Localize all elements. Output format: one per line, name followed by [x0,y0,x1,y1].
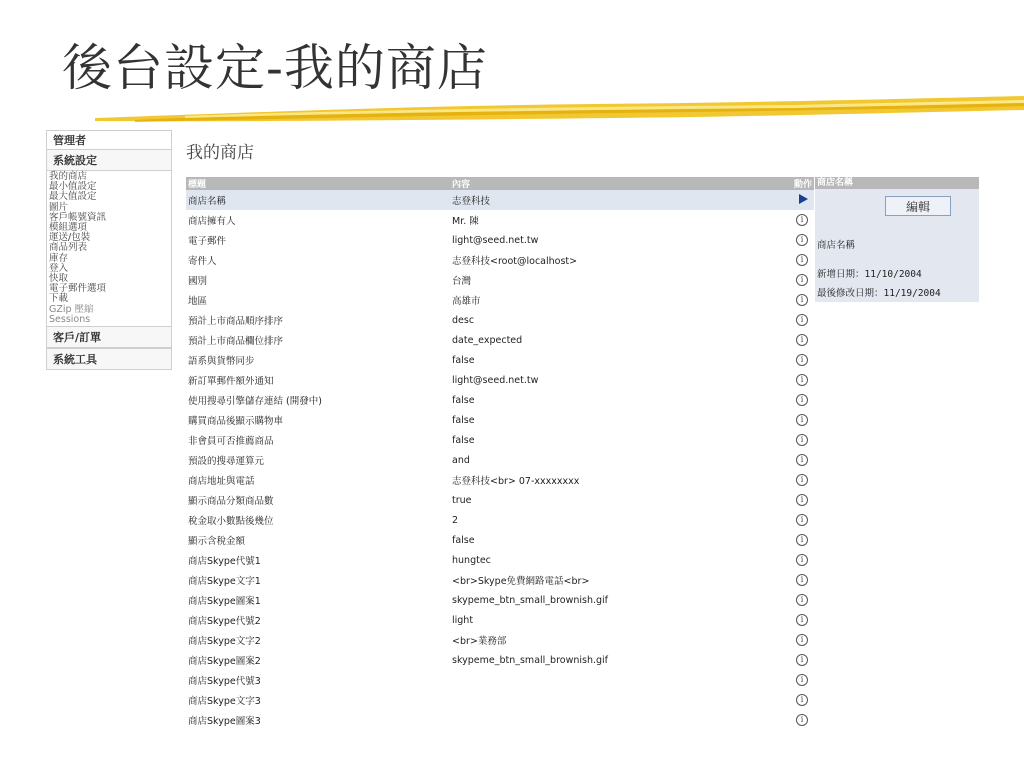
info-panel [815,177,979,302]
row-action [766,550,814,570]
row-title: 商店Skype文字2 [188,636,261,647]
row-value: false [452,534,475,546]
info-panel-store-name: 商店名稱 [817,240,856,251]
info-icon[interactable]: i [796,474,808,486]
table-row[interactable] [186,630,814,650]
sidebar-admin-heading[interactable]: 管理者 [53,134,86,147]
last-modified-value: 11/19/2004 [883,288,941,299]
row-action [766,450,814,470]
info-icon[interactable]: i [796,254,808,266]
row-title: 商店Skype代號1 [188,556,261,567]
row-action [766,330,814,350]
row-value: 志登科技 [450,190,766,210]
table-row[interactable] [186,410,814,430]
table-row[interactable] [186,710,814,730]
table-row[interactable] [186,550,814,570]
sidebar-link-logging[interactable]: 登入 [49,262,69,274]
info-icon[interactable]: i [796,614,808,626]
row-value: and [452,454,470,466]
info-icon[interactable]: i [796,574,808,586]
row-action [766,630,814,650]
row-title: 購買商品後顯示購物車 [188,416,284,427]
sidebar-link-customer-details[interactable]: 客戶帳號資訊 [49,211,107,223]
row-action [766,390,814,410]
page-heading: 我的商店 [186,143,254,163]
info-icon[interactable]: i [796,214,808,226]
table-row[interactable] [186,530,814,550]
row-title: 商店Skype文字1 [188,576,261,587]
info-icon[interactable]: i [796,394,808,406]
info-icon[interactable]: i [796,354,808,366]
info-icon[interactable]: i [796,654,808,666]
table-row[interactable] [186,570,814,590]
date-added-value: 11/10/2004 [864,269,922,280]
row-title: 商店Skype圖案2 [188,656,261,667]
row-title: 預設的搜尋運算元 [188,456,265,467]
row-action [766,310,814,330]
arrow-right-icon[interactable] [799,194,808,204]
row-title: 電子郵件 [188,236,227,247]
row-title: 顯示商品分類商品數 [188,496,274,507]
row-action [766,190,814,210]
table-header-row [186,177,814,190]
row-value [450,670,766,690]
table-row[interactable] [186,230,814,250]
row-action [766,410,814,430]
table-row[interactable] [186,390,814,410]
row-value: 高雄市 [452,296,481,307]
table-row[interactable] [186,490,814,510]
sidebar-link-download[interactable]: 下載 [49,293,69,305]
config-table [186,177,814,730]
row-title: 新訂單郵件額外通知 [188,376,274,387]
row-value: false [452,394,475,406]
row-title: 非會員可否推薦商品 [188,436,274,447]
info-icon[interactable]: i [796,534,808,546]
slide-title: 後台設定-我的商店 [62,39,488,97]
edit-button[interactable]: 編輯 [885,196,951,216]
last-modified-line [817,285,941,299]
row-title: 顯示含稅金額 [188,536,246,547]
sidebar-link-stock[interactable]: 庫存 [49,252,69,264]
info-icon[interactable]: i [796,434,808,446]
row-action [766,670,814,690]
row-value: 志登科技<br> 07-xxxxxxxx [452,476,580,487]
row-action [766,230,814,250]
sidebar-link-sessions[interactable]: Sessions [49,313,91,325]
table-row[interactable] [186,510,814,530]
row-value: 台灣 [452,276,472,287]
table-row[interactable] [186,670,814,690]
table-row[interactable] [186,190,814,210]
row-action [766,270,814,290]
table-row[interactable] [186,690,814,710]
table-row[interactable] [186,590,814,610]
row-value: <br>業務部 [452,636,507,647]
sidebar [46,130,172,370]
table-row[interactable] [186,330,814,350]
info-icon[interactable]: i [796,314,808,326]
row-action [766,290,814,310]
row-value: light@seed.net.tw [452,374,539,386]
row-title: 商店名稱 [186,190,450,210]
sidebar-link-module-options[interactable]: 模組選項 [49,222,88,234]
table-row[interactable] [186,450,814,470]
row-action [766,690,814,710]
table-row[interactable] [186,350,814,370]
last-modified-label: 最後修改日期： [817,288,884,299]
row-action [766,490,814,510]
row-title: 商店Skype代號3 [188,676,261,687]
column-header-value: 內容 [450,177,766,190]
sidebar-link-product-listing[interactable]: 商品列表 [49,242,88,254]
row-title: 稅金取小數點後幾位 [188,516,274,527]
row-action [766,370,814,390]
row-action [766,250,814,270]
table-row[interactable] [186,470,814,490]
row-action [766,510,814,530]
row-value: true [452,494,472,506]
row-value [450,690,766,710]
table-row[interactable] [186,250,814,270]
sidebar-link-cache[interactable]: 快取 [49,273,69,285]
info-icon[interactable]: i [796,674,808,686]
info-icon[interactable]: i [796,554,808,566]
info-icon[interactable]: i [796,234,808,246]
row-title: 寄件人 [188,256,217,267]
row-action [766,430,814,450]
info-icon[interactable]: i [796,274,808,286]
row-title: 商店Skype圖案3 [188,716,261,727]
sidebar-tools-heading[interactable]: 系統工具 [47,348,171,369]
info-icon[interactable]: i [796,634,808,646]
row-title: 商店擁有人 [188,216,236,227]
row-title: 預計上市商品欄位排序 [188,336,284,347]
table-row[interactable] [186,270,814,290]
row-value: date_expected [452,334,523,346]
sidebar-settings-heading[interactable]: 系統設定 [47,149,171,171]
sidebar-link-gzip[interactable]: GZip 壓縮 [49,303,94,315]
date-added-line [817,266,922,280]
sidebar-link-my-store[interactable]: 我的商店 [49,171,88,182]
row-value: Mr. 陳 [452,216,479,227]
sidebar-link-max-values[interactable]: 最大值設定 [49,191,97,203]
row-value: desc [452,314,475,326]
row-action [766,350,814,370]
row-title: 國別 [188,276,208,287]
info-icon[interactable]: i [796,714,808,726]
row-action [766,210,814,230]
row-title: 預計上市商品順序排序 [188,316,284,327]
row-value: hungtec [452,554,491,566]
config-table-body [186,190,814,730]
row-value: 2 [452,514,459,526]
row-title: 語系與貨幣同步 [188,356,255,367]
row-title: 地區 [188,296,208,307]
row-title: 商店Skype文字3 [188,696,261,707]
table-row[interactable] [186,310,814,330]
row-title: 商店Skype圖案1 [188,596,261,607]
sidebar-link-min-values[interactable]: 最小值設定 [49,181,97,193]
info-icon[interactable]: i [796,294,808,306]
row-value: skypeme_btn_small_brownish.gif [452,654,609,666]
info-icon[interactable]: i [796,494,808,506]
row-title: 商店Skype代號2 [188,616,261,627]
info-icon[interactable]: i [796,334,808,346]
date-added-label: 新增日期： [817,269,865,280]
table-row[interactable] [186,210,814,230]
info-icon[interactable]: i [796,374,808,386]
table-row[interactable] [186,610,814,630]
info-icon[interactable]: i [796,454,808,466]
table-row[interactable] [186,650,814,670]
sidebar-customers-heading[interactable]: 客戶/訂單 [47,326,171,348]
row-value: light@seed.net.tw [452,234,539,246]
sidebar-settings-links [47,171,171,326]
sidebar-link-shipping[interactable]: 運送/包裝 [49,232,91,244]
sidebar-link-images[interactable]: 圖片 [49,201,69,213]
row-value: false [452,414,475,426]
row-action [766,470,814,490]
row-action [766,610,814,630]
row-value [450,710,766,730]
row-action [766,570,814,590]
row-value: light [452,614,474,626]
row-action [766,590,814,610]
info-icon[interactable]: i [796,694,808,706]
row-value: false [452,354,475,366]
row-value: <br>Skype免費網路電話<br> [452,576,590,587]
info-icon[interactable]: i [796,594,808,606]
row-action [766,530,814,550]
row-value: 志登科技<root@localhost> [452,256,578,267]
column-header-action: 動作 [766,177,814,190]
row-title: 使用搜尋引擎儲存連結 (開發中) [188,396,322,407]
row-action [766,710,814,730]
column-header-title: 標題 [186,177,450,190]
table-row[interactable] [186,370,814,390]
row-value: skypeme_btn_small_brownish.gif [452,594,609,606]
row-value: false [452,434,475,446]
info-icon[interactable]: i [796,514,808,526]
row-title: 商店地址與電話 [188,476,255,487]
table-row[interactable] [186,430,814,450]
table-row[interactable] [186,290,814,310]
highlight-brush-stroke [95,88,1024,128]
info-panel-header: 商店名稱 [815,177,979,189]
info-icon[interactable]: i [796,414,808,426]
sidebar-link-email-options[interactable]: 電子郵件選項 [49,283,107,295]
row-action [766,650,814,670]
